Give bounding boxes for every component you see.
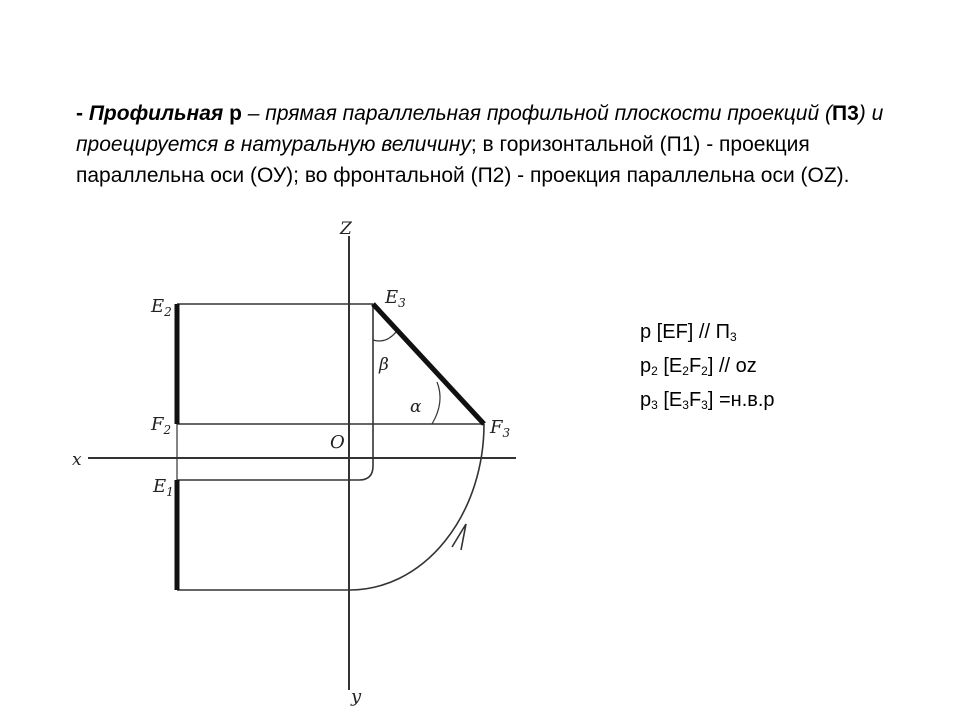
plane-p3: П3 — [832, 102, 859, 125]
label-e2: $E_2$ — [151, 296, 172, 319]
label-alpha: α — [410, 397, 422, 417]
label-f3: $F_3$ — [490, 417, 511, 440]
definition-part2: ) и проецируется в натуральную величину — [76, 102, 884, 156]
formula-line-1: р $[EF] // П_3$ — [640, 321, 737, 344]
projection-e3f3 — [373, 304, 484, 424]
label-e1: $E_1$ — [153, 476, 174, 499]
transfer-arc-large — [350, 424, 484, 590]
beta-arc — [373, 332, 396, 341]
label-z: Z — [340, 219, 352, 239]
label-beta: β — [379, 355, 389, 375]
term-profile: Профильная — [88, 102, 224, 125]
dash: - — [76, 102, 89, 125]
label-f2: $F_2$ — [151, 414, 172, 437]
definition-part1: – прямая параллельная профильной плоскости проекций ( — [241, 102, 832, 125]
label-origin: O — [330, 432, 345, 453]
formula-line-2: $р_2$ $[E_2F_2]$ // oz — [640, 355, 757, 378]
formula-line-3: $р_3$ $[E_3F_3] =н.в.р$ — [640, 389, 775, 412]
label-y: y — [351, 686, 362, 707]
line-letter: р — [229, 102, 242, 125]
formulas — [640, 318, 775, 420]
transfer-arc-small — [349, 424, 373, 480]
label-e3: $E_3$ — [385, 287, 406, 310]
label-x: x — [72, 450, 82, 470]
definition-part3: ; в горизонтальной (П1) - проекция параллельна оси (ОУ); во фронтальной (П2) - проекция параллельна оси (OZ). — [76, 133, 850, 187]
alpha-arc — [432, 382, 440, 424]
